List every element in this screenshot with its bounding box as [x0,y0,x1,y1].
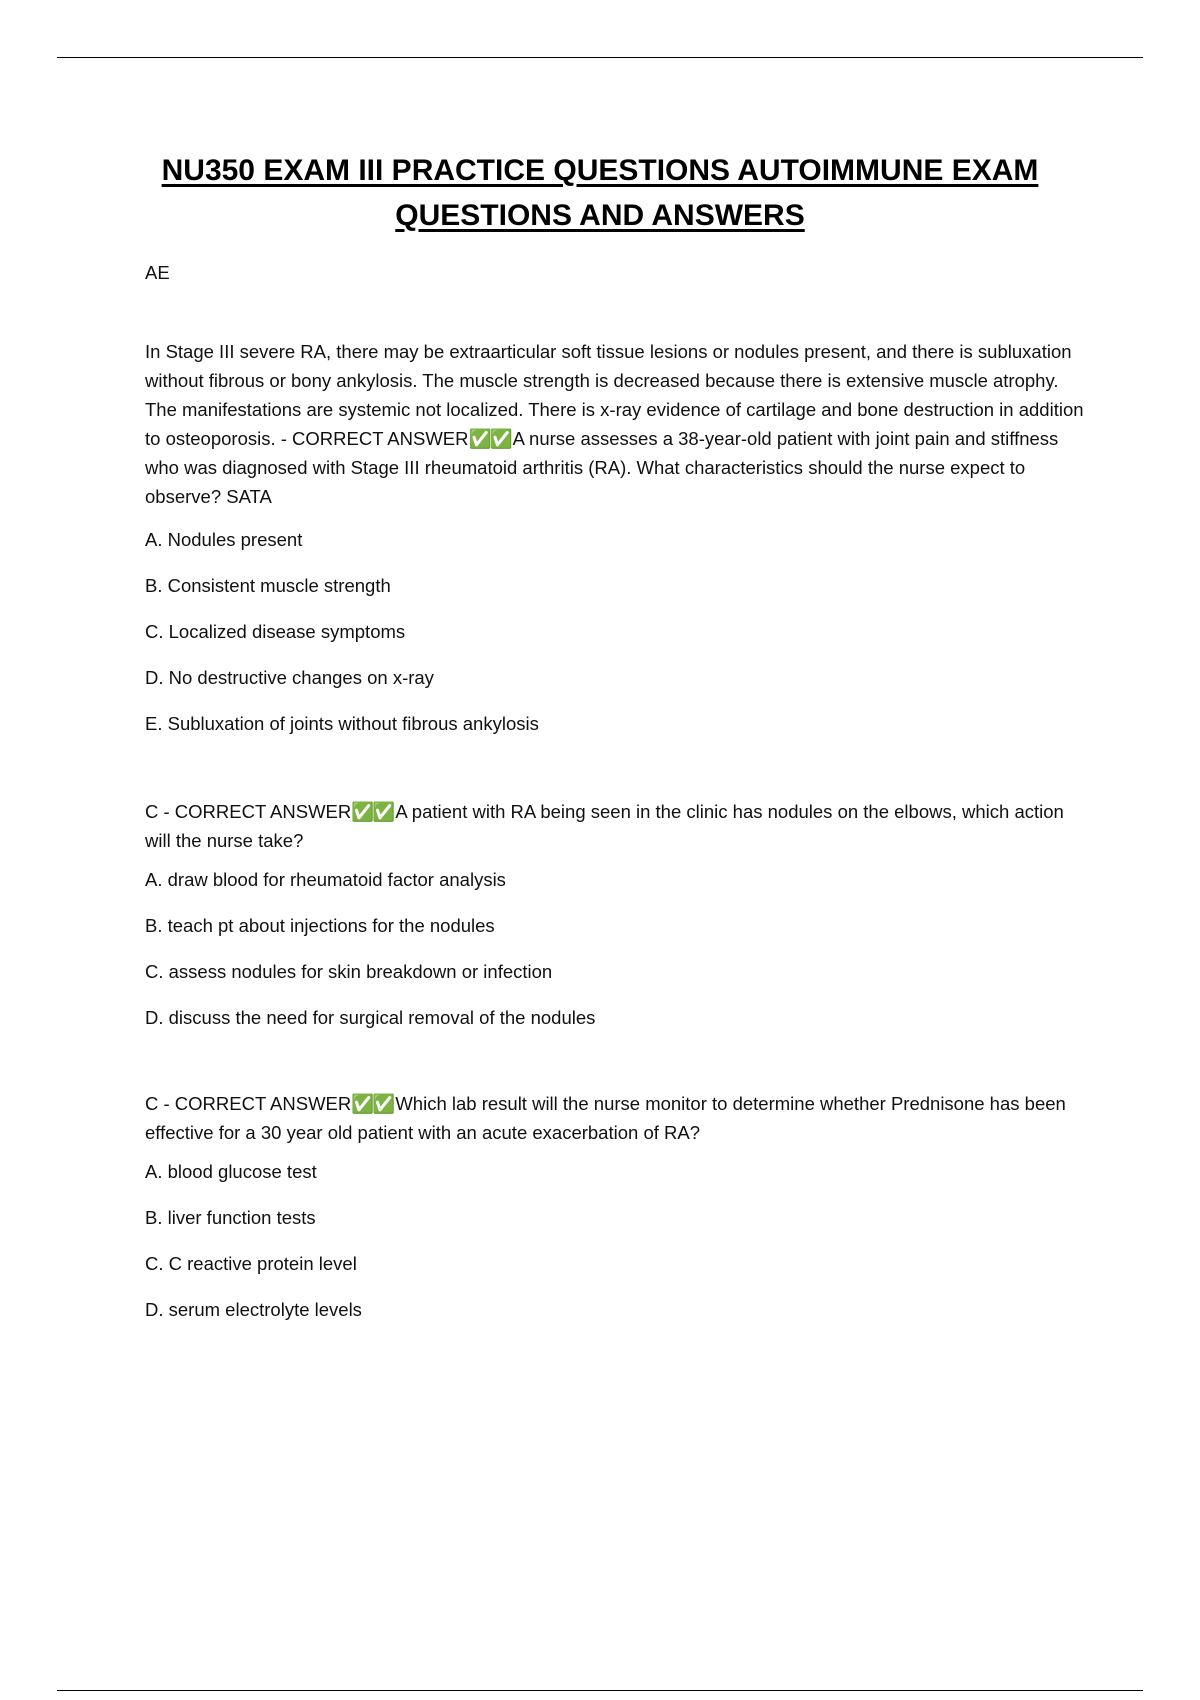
double-check-icon: ✅✅ [351,1093,394,1114]
question-block [145,797,1093,1041]
question-text [145,337,1093,511]
question-stem: A nurse assesses a 38-year-old patient with joint pain and stiffness who was diagnosed with Stage III rheumatoid arthritis (RA). What characteristics should the nurse expect to observe? SATA [145,428,1059,507]
document-body [145,258,1093,1333]
double-check-icon: ✅✅ [468,428,511,449]
answer-option: A. draw blood for rheumatoid factor analysis [145,869,506,890]
double-check-icon: ✅✅ [351,801,394,822]
answer-label: C - CORRECT ANSWER [145,1093,352,1114]
question-stem: A patient with RA being seen in the clinic has nodules on the elbows, which action will the nurse take? [145,801,1064,851]
answer-option: B. Consistent muscle strength [145,575,391,596]
answer-option: C. C reactive protein level [145,1253,357,1274]
question-block [145,1089,1093,1333]
answer-option: D. serum electrolyte levels [145,1299,362,1320]
answer-option: E. Subluxation of joints without fibrous ankylosis [145,713,539,734]
question-block [145,337,1093,747]
answer-option: D. discuss the need for surgical removal of the nodules [145,1007,596,1028]
question-stem: Which lab result will the nurse monitor to determine whether Prednisone has been effective for a 30 year old patient with an acute exacerbation of RA? [145,1093,1066,1143]
answer-option: B. liver function tests [145,1207,316,1228]
bottom-divider [57,1690,1143,1691]
answer-option: B. teach pt about injections for the nodules [145,915,495,936]
question-text [145,797,1093,855]
answer-label: C - CORRECT ANSWER [145,801,352,822]
answer-option: C. Localized disease symptoms [145,621,406,642]
document-title: NU350 EXAM III PRACTICE QUESTIONS AUTOIMMUNE EXAM QUESTIONS AND ANSWERS [161,154,1039,232]
answer-option: D. No destructive changes on x-ray [145,667,434,688]
answer-explanation: In Stage III severe RA, there may be extraarticular soft tissue lesions or nodules present, and there is subluxation without fibrous or bony ankylosis. The muscle strength is decreased because there is extensive muscle atrophy. The manifestations are systemic not localized. There is x-ray evidence of cartilage and bone destruction in addition to osteoporosis. - CORRECT ANSWER [145,341,1084,449]
answer-option: A. Nodules present [145,529,303,550]
top-divider [57,57,1143,58]
document-prefix: AE [145,262,170,283]
answer-option: C. assess nodules for skin breakdown or infection [145,961,553,982]
question-text [145,1089,1093,1147]
answer-option: A. blood glucose test [145,1161,317,1182]
